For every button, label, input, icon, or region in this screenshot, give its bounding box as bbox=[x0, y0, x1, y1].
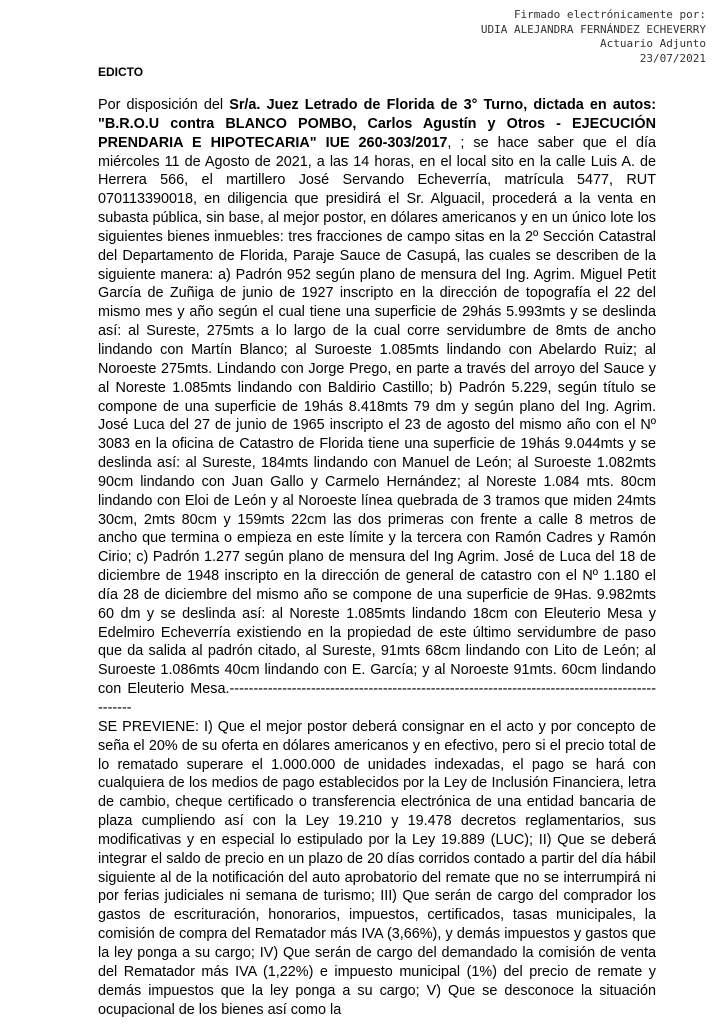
electronic-signature-block bbox=[446, 8, 706, 66]
auction-description-paragraph bbox=[98, 96, 656, 718]
signer-role: Actuario Adjunto bbox=[600, 37, 706, 50]
signature-date: 23/07/2021 bbox=[639, 51, 706, 65]
court-case-reference: Sr/a. Juez Letrado de Florida de 3° Turno, dictada en autos: "B.R.O.U contra BLANCO POMBO, Carlos Agustín y Otros - EJECUCIÓN PRENDARIA E HIPOTECARIA" IUE 260-303/2017 bbox=[98, 97, 656, 151]
signature-label: Firmado electrónicamente por: bbox=[513, 8, 706, 21]
auction-details-text: , ; se hace saber que el día miércoles 11 de Agosto de 2021, a las 14 horas, en el local sito en la calle Luis A. de Herrera 566, el martillero José Servando Echeverría, matrícula 5477, RUT 070113390018, en diligencia que presidirá el Sr. Alguacil, procederá a la venta en subasta pública, sin base, al mejor postor, en dólares americanos y en un único lote los siguientes bienes inmuebles: tres fracciones de campo sitas en la 2º Sección Catastral del Departamento de Florida, Paraje Sauce de Casupá, las cuales se describen de la siguiente manera: a) Padrón 952 según plano de mensura del Ing. Agrim. Miguel Petit García de Zuñiga de junio de 1927 inscripto en la dirección de topografía el 22 del mismo mes y año según el cual tiene una superficie de 29hás 5.993mts y se deslinda así: al Sureste, 275mts a lo largo de la cual corre servidumbre de 8mts de ancho lindando con Martín Blanco; al Suroeste 1.085mts lindando con Abelardo Ruiz; al Noroeste 275mts. Lindando con Jorge Prego, en parte a través del arroyo del Sauce y al Noreste 1.085mts lindando con Baldirio Castillo; b) Padrón 5.229, según título se compone de una superficie de 19hás 8.418mts 79 dm y según plano del Ing. Agrim. José Luca del 27 de junio de 1965 inscripto el 23 de agosto del mismo año con el Nº 3083 en la oficina de Catastro de Florida tiene una superficie de 19hás 9.044mts y se deslinda así: al Sureste, 184mts lindando con Manuel de León; al Suroeste 1.082mts 90cm lindando con Juan Gallo y Carmelo Hernández; al Noreste 1.084 mts. 80cm lindando con Eloi de León y al Noroeste línea quebrada de 3 tramos que miden 24mts 30cm, 2mts 80cm y 159mts 22cm las dos primeras con frente a calle 8 metros de ancho que termina o empieza en este límite y la tercera con Ramón Cadres y Ramón Cirio; c) Padrón 1.277 según plano de mensura del Ing Agrim. José de Luca del 18 de diciembre de 1948 inscripto en la dirección de general de catastro con el Nº 1.180 el día 28 de diciembre del mismo año se compone de una superficie de 9Has. 9.982mts 60 dm y se deslinda así: al Noreste 1.085mts lindando 18cm con Eleuterio Mesa y Edelmiro Echeverría existiendo en la propiedad de este último servidumbre de paso que da salida al padrón citado, al Sureste, 91mts 68cm lindando con Lito de León; al Suroeste 1.086mts 40cm lindando con E. García; y al Noroeste 91mts. 60cm lindando con Eleuterio Mesa. bbox=[98, 134, 656, 698]
conditions-paragraph: SE PREVIENE: I) Que el mejor postor deberá consignar en el acto y por concepto de seña el 20% de su oferta en dólares americanos y en efectivo, pero si el precio total de lo rematado superare el 1.000.000 de unidades indexadas, el pago se hará con cualquiera de los medios de pago establecidos por la Ley de Inclusión Financiera, letra de cambio, cheque certificado o transferencia electrónica de una entidad bancaria de plaza cumpliendo así con la Ley 19.210 y 19.478 decretos reglamentarios, sus modificativas y en especial lo estipulado por la Ley 19.889 (LUC); II) Que se deberá integrar el saldo de precio en un plazo de 20 días corridos contado a partir del día hábil siguiente al de la notificación del auto aprobatorio del remate que no se interrumpirá ni por ferias judiciales ni semana de turismo; III) Que serán de cargo del comprador los gastos de escrituración, honorarios, impuestos, certificados, tasas municipales, la comisión de compra del Rematador más IVA (3,66%), y demás impuestos y gastos que la ley ponga a su cargo; IV) Que serán de cargo del demandado la comisión de venta del Rematador más IVA (1,22%) e impuesto municipal (1%) del precio de remate y demás impuestos que la ley ponga a su cargo; V) Que se desconoce la situación ocupacional de los bienes así como la bbox=[98, 718, 656, 1018]
intro-text: Por disposición del bbox=[98, 97, 230, 113]
edict-body bbox=[98, 96, 656, 1019]
signer-name: UDIA ALEJANDRA FERNÁNDEZ ECHEVERRY bbox=[480, 22, 706, 36]
separator-dashes: ------------------------------------------------------------------------------------------------ bbox=[98, 681, 656, 716]
document-title: EDICTO bbox=[98, 65, 144, 79]
